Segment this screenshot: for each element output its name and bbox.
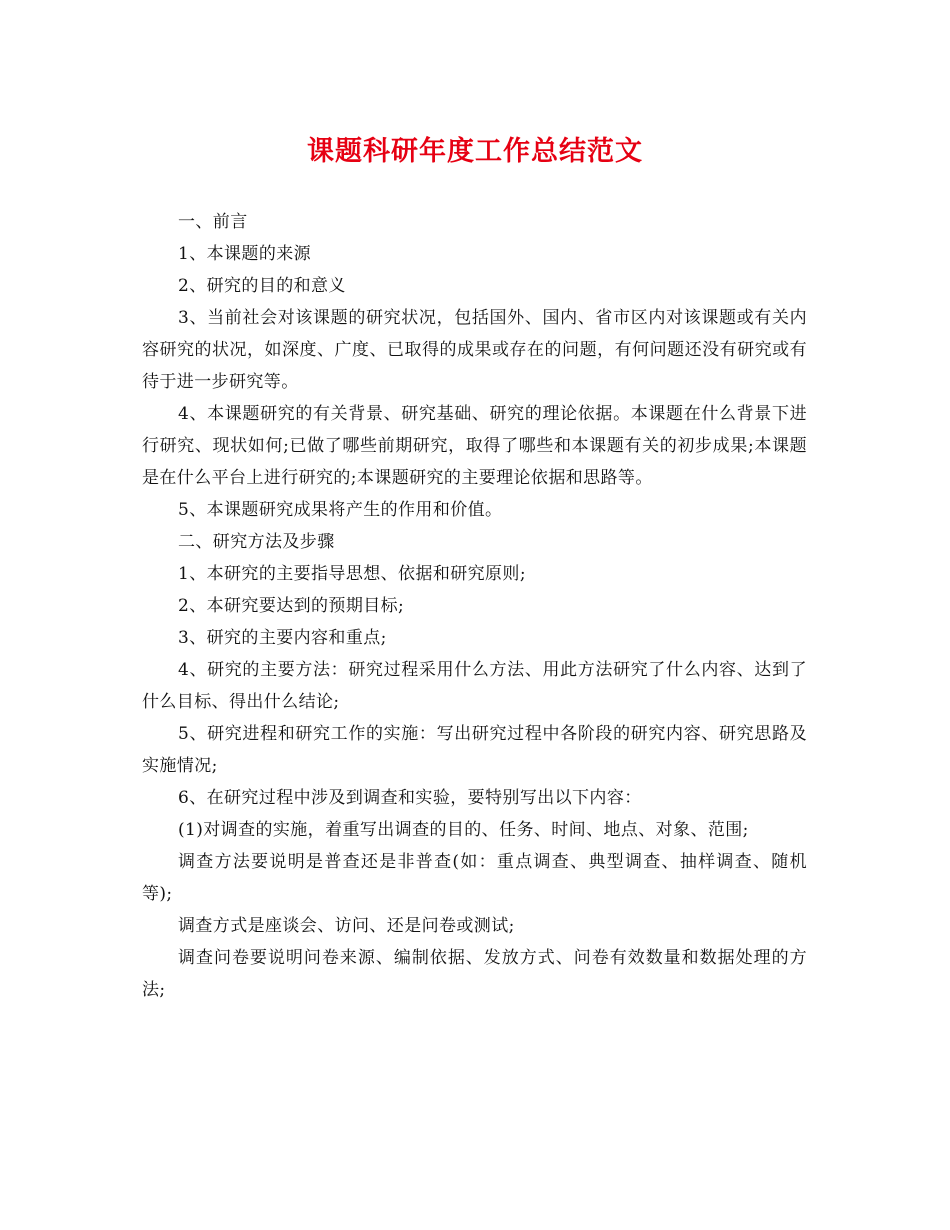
paragraph: 调查方法要说明是普查还是非普查(如：重点调查、典型调查、抽样调查、随机等); xyxy=(142,852,807,904)
paragraph: 6、在研究过程中涉及到调查和实验，要特别写出以下内容： xyxy=(178,788,642,808)
paragraph: 调查问卷要说明问卷来源、编制依据、发放方式、问卷有效数量和数据处理的方法; xyxy=(142,948,807,1000)
paragraph: 3、当前社会对该课题的研究状况，包括国外、国内、省市区内对该课题或有关内容研究的状况，如深度、广度、已取得的成果或存在的问题，有何问题还没有研究或有待于进一步研究等。 xyxy=(142,308,807,392)
paragraph: 4、研究的主要方法：研究过程采用什么方法、用此方法研究了什么内容、达到了什么目标、得出什么结论; xyxy=(142,660,807,712)
paragraph: 二、研究方法及步骤 xyxy=(178,532,335,552)
paragraph: 5、本课题研究成果将产生的作用和价值。 xyxy=(178,500,503,520)
paragraph: 一、前言 xyxy=(178,212,248,232)
document-body xyxy=(142,206,807,1006)
paragraph: 1、本课题的来源 xyxy=(178,244,312,264)
paragraph: 2、本研究要达到的预期目标; xyxy=(178,596,405,616)
paragraph: 调查方式是座谈会、访问、还是问卷或测试; xyxy=(178,916,515,936)
paragraph: 4、本课题研究的有关背景、研究基础、研究的理论依据。本课题在什么背景下进行研究、现状如何;已做了哪些前期研究，取得了哪些和本课题有关的初步成果;本课题是在什么平台上进行研究的;本课题研究的主要理论依据和思路等。 xyxy=(142,404,807,488)
paragraph: 1、本研究的主要指导思想、依据和研究原则; xyxy=(178,564,526,584)
document-title: 课题科研年度工作总结范文 xyxy=(307,136,643,167)
paragraph: 5、研究进程和研究工作的实施：写出研究过程中各阶段的研究内容、研究思路及实施情况; xyxy=(142,724,807,776)
paragraph: (1)对调查的实施，着重写出调查的目的、任务、时间、地点、对象、范围; xyxy=(178,820,749,840)
paragraph: 2、研究的目的和意义 xyxy=(178,276,346,296)
paragraph: 3、研究的主要内容和重点; xyxy=(178,628,387,648)
